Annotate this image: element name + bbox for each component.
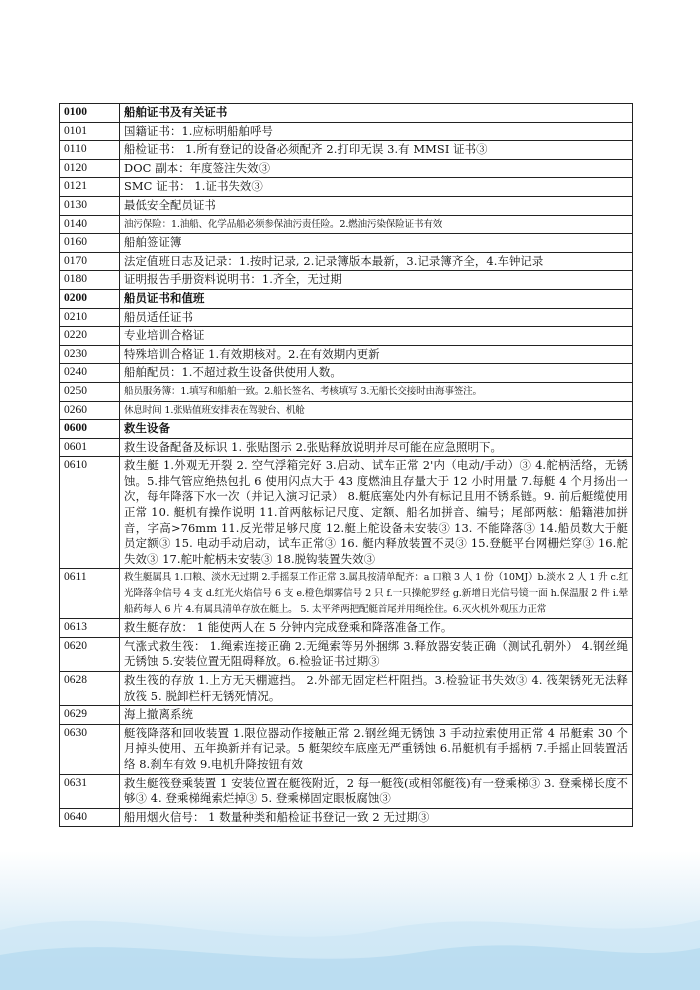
- item-description: [120, 382, 633, 401]
- item-description: [120, 345, 633, 364]
- table-row: [60, 345, 633, 364]
- item-description: [120, 159, 633, 178]
- table-row: [60, 808, 633, 827]
- table-row: [60, 457, 633, 569]
- item-text: 救生艇筏登乘装置 1 安装位置在艇筏附近，2 每一艇筏(或相邻艇筏)有一登乘梯③ 3. 登乘梯长度不够③ 4. 登乘梯绳索烂掉③ 5. 登乘梯固定眼板腐蚀③: [124, 775, 628, 806]
- item-description: [120, 457, 633, 569]
- item-text: 油污保险：1.油船、化学品船必须参保油污责任险。2.燃油污染保险证书有效: [124, 218, 443, 230]
- item-text: 救生艇存放： 1 能使两人在 5 分钟内完成登乘和降落准备工作。: [124, 620, 453, 635]
- item-text: 救生艇 1.外观无开裂 2. 空气浮箱完好 3.启动、试车正常 2'内（电动/手动）③ 4.舵柄活络，无锈蚀。5.排气管应绝热包扎 6 使用闪点大于 43 度燃油且存量大于 12 小时用量 7.每艇 4 个月扬出一次，每年降落下水一次（并记入演习记录） 8.艇底塞处内外有标记且用不锈系链。9. 前后艇缆使用正常 10. 艇机有操作说明 11.首两舷标记尺度、定额、船名加拼音、编号；尾部两舷：船籍港加拼音，字高>76mm 11.反光带足够尺度 12.艇上舵设备未安装③ 13. 不能降落③ 14.船员数大于艇员定额③ 15. 电动手动启动，试车正常③ 16. 艇内释放装置不灵③ 15.登艇平台网栅烂穿③ 16.舵失效③ 17.舵叶舵柄未安装③ 18.脱钩装置失效③: [124, 458, 628, 566]
- item-text: 救生艇属具 1.口粮、淡水无过期 2.手摇泵工作正常 3.属具按清单配齐：a 口粮 3 人 1 份（10MJ）b.淡水 2 人 1 升 c.红光降落伞信号 4 支 d.红光火焰信号 6 支 e.橙色烟雾信号 2 只 f.一只操舵罗经 g.新增日光信号镜一面 h.保温服 2 件 i.晕船药每人 6 片 4.有属具清单存放在艇上。 5. 太平斧两把配艇首尾并用绳拴住。6.灭火机外观压力正常: [124, 572, 628, 615]
- item-code: 0630: [60, 724, 120, 774]
- section-heading: [120, 289, 633, 308]
- section-heading: [120, 420, 633, 439]
- item-code: 0260: [60, 401, 120, 420]
- item-text: 艇筏降落和回收装置 1.限位器动作接触正常 2.钢丝绳无锈蚀 3 手动拉索使用正常 4 吊艇索 30 个月掉头使用、五年换新并有记录。5 艇架绞车底座无严重锈蚀 6.吊艇机有手摇柄 7.手摇止回装置活络 8.刹车有效 9.电机升降按钮有效: [124, 725, 628, 771]
- table-row: [60, 234, 633, 253]
- item-description: [120, 401, 633, 420]
- inspection-checklist-table: [59, 103, 633, 827]
- item-code: 0180: [60, 271, 120, 290]
- item-description: [120, 364, 633, 383]
- item-text: 救生设备: [124, 421, 170, 436]
- item-code: 0240: [60, 364, 120, 383]
- item-text: 船员适任证书: [124, 309, 193, 324]
- item-code: 0230: [60, 345, 120, 364]
- item-description: [120, 569, 633, 619]
- table-row: [60, 672, 633, 706]
- item-code: 0170: [60, 252, 120, 271]
- table-row: [60, 569, 633, 619]
- item-description: [120, 672, 633, 706]
- item-text: 救生筏的存放 1.上方无天棚遮挡。 2.外部无固定栏杆阻挡。3.检验证书失效③ 4. 筏架锈死无法释放筏 5. 脱卸栏杆无锈死情况。: [124, 673, 628, 703]
- table-row: [60, 196, 633, 215]
- item-code: 0611: [60, 569, 120, 619]
- item-code: 0631: [60, 774, 120, 808]
- item-code: 0121: [60, 178, 120, 197]
- item-text: 海上撤离系统: [124, 707, 193, 722]
- item-description: [120, 327, 633, 346]
- item-text: SMC 证书： 1.证书失效③: [124, 179, 263, 194]
- item-description: [120, 141, 633, 160]
- item-code: 0601: [60, 438, 120, 457]
- table-row: [60, 104, 633, 123]
- item-text: DOC 副本：年度签注失效③: [124, 160, 271, 175]
- item-text: 最低安全配员证书: [124, 197, 216, 212]
- item-code: 0101: [60, 122, 120, 141]
- item-text: 船检证书： 1.所有登记的设备必须配齐 2.打印无误 3.有 MMSI 证书③: [124, 142, 488, 157]
- item-code: 0210: [60, 308, 120, 327]
- item-code: 0110: [60, 141, 120, 160]
- table-row: [60, 401, 633, 420]
- item-description: [120, 774, 633, 808]
- table-row: [60, 271, 633, 290]
- table-row: [60, 215, 633, 234]
- item-code: 0120: [60, 159, 120, 178]
- item-code: 0160: [60, 234, 120, 253]
- table-row: [60, 637, 633, 671]
- table-row: [60, 159, 633, 178]
- item-text: 法定值班日志及记录：1.按时记录, 2.记录簿版本最新，3.记录簿齐全，4.车钟记录: [124, 253, 544, 268]
- table-row: [60, 438, 633, 457]
- item-code: 0100: [60, 104, 120, 123]
- item-text: 气涨式救生筏： 1.绳索连接正确 2.无绳索等另外捆绑 3.释放器安装正确（测试孔朝外） 4.钢丝绳无锈蚀 5.安装位置无阻碍释放。6.检验证书过期③: [124, 638, 628, 669]
- item-code: 0140: [60, 215, 120, 234]
- item-text: 船舶证书及有关证书: [124, 105, 228, 119]
- item-code: 0200: [60, 289, 120, 308]
- item-description: [120, 724, 633, 774]
- table-row: [60, 724, 633, 774]
- item-code: 0250: [60, 382, 120, 401]
- section-heading: [120, 104, 633, 123]
- item-code: 0613: [60, 619, 120, 638]
- item-text: 救生设备配备及标识 1. 张贴图示 2.张贴释放说明并尽可能在应急照明下。: [124, 439, 503, 454]
- item-description: [120, 706, 633, 725]
- table-row: [60, 252, 633, 271]
- item-code: 0600: [60, 420, 120, 439]
- table-row: [60, 327, 633, 346]
- item-description: [120, 122, 633, 141]
- table-row: [60, 706, 633, 725]
- item-description: [120, 178, 633, 197]
- item-description: [120, 637, 633, 671]
- item-text: 专业培训合格证: [124, 328, 205, 343]
- table-row: [60, 122, 633, 141]
- table-row: [60, 308, 633, 327]
- table-row: [60, 382, 633, 401]
- item-text: 船员服务簿：1.填写和船舶一致。2.船长签名、考核填写 3.无船长交接时由海事签注。: [124, 385, 482, 397]
- item-text: 船舶签证簿: [124, 235, 182, 250]
- item-code: 0640: [60, 808, 120, 827]
- item-text: 船用烟火信号： 1 数量种类和船检证书登记一致 2 无过期③: [124, 809, 430, 824]
- table-row: [60, 619, 633, 638]
- item-description: [120, 619, 633, 638]
- item-text: 船员证书和值班: [124, 290, 205, 305]
- item-code: 0130: [60, 196, 120, 215]
- item-description: [120, 438, 633, 457]
- item-code: 0610: [60, 457, 120, 569]
- decorative-wave-footer: [0, 860, 700, 990]
- item-description: [120, 271, 633, 290]
- table-row: [60, 420, 633, 439]
- item-description: [120, 308, 633, 327]
- item-code: 0629: [60, 706, 120, 725]
- item-description: [120, 252, 633, 271]
- item-text: 休息时间 1.张贴值班安排表在驾驶台、机舱: [124, 404, 305, 416]
- table-row: [60, 141, 633, 160]
- item-description: [120, 808, 633, 827]
- item-text: 证明报告手册资料说明书：1.齐全，无过期: [124, 272, 342, 287]
- item-text: 特殊培训合格证 1.有效期核对。2.在有效期内更新: [124, 346, 380, 361]
- item-description: [120, 196, 633, 215]
- item-code: 0628: [60, 672, 120, 706]
- table-row: [60, 289, 633, 308]
- item-code: 0220: [60, 327, 120, 346]
- table-row: [60, 178, 633, 197]
- item-description: [120, 215, 633, 234]
- item-text: 国籍证书：1.应标明船舶呼号: [124, 123, 273, 138]
- item-text: 船舶配员：1.不超过救生设备供使用人数。: [124, 365, 342, 380]
- item-code: 0620: [60, 637, 120, 671]
- item-description: [120, 234, 633, 253]
- table-row: [60, 364, 633, 383]
- table-row: [60, 774, 633, 808]
